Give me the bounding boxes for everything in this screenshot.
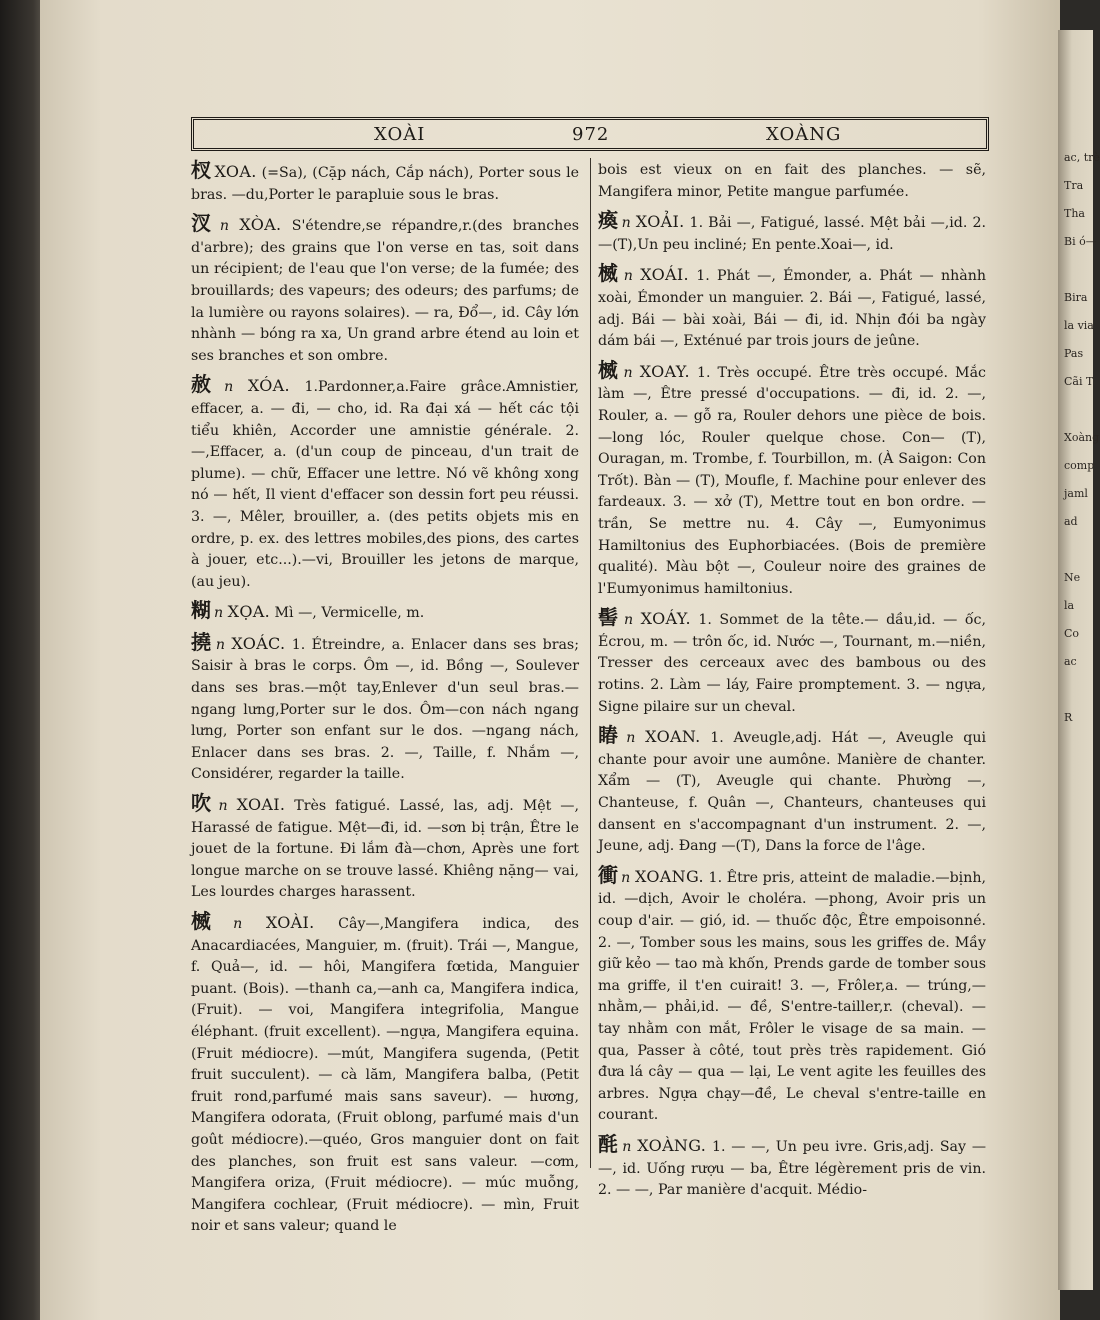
headword-character: 楲 bbox=[598, 357, 621, 382]
part-of-speech: n bbox=[622, 1138, 632, 1155]
part-of-speech: n bbox=[626, 730, 636, 747]
part-of-speech: n bbox=[623, 364, 633, 381]
dictionary-entry bbox=[191, 213, 579, 367]
dictionary-entry bbox=[191, 160, 579, 206]
entry-definition: 1. Très occupé. Être très occupé. Mắc làm —, Être pressé d'occupations. — đi, id. 2. —, Rouler, a. — gỗ ra, Rouler dehors une pièce de bois.—long lóc, Rouler quelque chose. Con— (T), Ouragan, m. Trombe, f. Tourbillon, m. (À Saigon: Con Trốt). Bàn — (T), Moufle, f. Machine pour enlever des fardeaux. 3. — xở (T), Mettre tout en bon ordre. — trần, Se mettre nu. 4. Cây —, Eumyonimus Hamiltonius des Euphorbiacées. (Bois de première qualité). Màu bột —, Couleur noire des graines de l'Eumyonimus hamiltonius. bbox=[598, 364, 986, 597]
headword-lemma: XOAY. bbox=[639, 361, 690, 381]
header-left-guide-word: XOÀI bbox=[374, 124, 426, 145]
next-page-fragment: comp bbox=[1064, 459, 1095, 472]
next-page-fragment: la via bbox=[1064, 319, 1094, 332]
dictionary-entry bbox=[598, 357, 986, 601]
headword-lemma: XOÁI. bbox=[640, 265, 689, 285]
next-page-fragment: Bi ó— bbox=[1064, 235, 1097, 248]
headword-character: 吹 bbox=[191, 791, 216, 816]
headword-lemma: XOAN. bbox=[645, 727, 701, 747]
headword-character: 酕 bbox=[598, 1131, 620, 1156]
headword-character: 睶 bbox=[598, 723, 624, 748]
headword-lemma: XOAI. bbox=[236, 795, 286, 815]
entry-definition: 1. Aveugle,adj. Hát —, Aveugle qui chante pour avoir une aumône. Manière de chanter. Xẩm — (T), Aveugle qui chante. Phường —, Chanteuse, f. Quân —, Chanteurs, chanteuses qui dansent en s'accompagnant d'un instrument. 2. —, Jeune, adj. Đang —(T), Dans la force de l'âge. bbox=[598, 730, 987, 855]
headword-lemma: XOA. bbox=[214, 162, 257, 181]
next-page-fragment: la bbox=[1064, 599, 1075, 612]
page-number: 972 bbox=[572, 124, 610, 145]
entry-definition: 1. Bải —, Fatigué, lassé. Mệt bải —,id. 2.—(T),Un peu incliné; En pente.Xoai—, id. bbox=[598, 215, 987, 253]
part-of-speech: n bbox=[621, 215, 631, 232]
entry-definition: 1. — —, Un peu ivre. Gris,adj. Say — —, id. Uống rượu — ba, Être légèrement pris de vin. 2. — —, Par manière d'acquit. Médio- bbox=[598, 1138, 987, 1199]
next-page-fragment: Bira bbox=[1064, 291, 1088, 304]
part-of-speech: n bbox=[621, 869, 631, 886]
part-of-speech: n bbox=[624, 612, 634, 629]
headword-lemma: XỌA. bbox=[227, 602, 271, 622]
headword-lemma: XÒA. bbox=[239, 215, 282, 235]
entry-definition: 1.Pardonner,a.Faire grâce.Amnistier, effacer, a. — đi, — cho, id. Ra đại xá — hết các tội tiểu khiên, Accorder une amnistie générale. 2.—,Effacer, a. (d'un coup de pinceau, d'un trait de plume). — chữ, Effacer une lettre. Nó vẽ không xong nó — hết, Il vient d'effacer son dessin fort peu réussi. 3. —, Mêler, brouiller, a. (des petits objets mis en ordre, p. ex. des lettres mobiles,des pions, des cartes à jouer, etc...).—vi, Brouiller les jetons de marque, (au jeu). bbox=[191, 379, 579, 590]
dictionary-entry bbox=[191, 793, 579, 904]
dictionary-entry bbox=[598, 862, 986, 1127]
headword-character: 汊 bbox=[191, 211, 217, 236]
next-page-fragment: Xoàng bbox=[1064, 431, 1100, 444]
next-page-fragment: Ne bbox=[1064, 571, 1081, 584]
next-page-fragments bbox=[1058, 150, 1100, 726]
part-of-speech: n bbox=[214, 605, 224, 622]
headword-character: 糊 bbox=[191, 598, 211, 623]
headword-character: 楲 bbox=[598, 261, 621, 286]
headword-lemma: XOÁY. bbox=[640, 609, 691, 629]
dictionary-entry bbox=[598, 1131, 987, 1202]
next-page-fragment: R bbox=[1064, 711, 1073, 724]
page-header bbox=[191, 117, 989, 151]
continuation-text: bois est vieux on en fait des planches. — sẽ, Mangifera minor, Petite mangue parfumée. bbox=[598, 162, 986, 200]
entry-definition: Cây—,Mangifera indica, des Anacardiacées, Manguier, m. (fruit). Trái —, Mangue, f. Quả—, id. — hôi, Mangifera fœtida, Manguier puant. (Bois). —thanh ca,—anh ca, Mangifera indica, (Fruit). — voi, Mangifera integrifolia, Mangue éléphant. (fruit excellent). —ngựa, Mangifera equina. (Fruit médiocre). —mút, Mangifera sugenda, (Petit fruit succulent). — cà lăm, Mangifera balba, (Petit fruit rond,parfumé mais sans saveur). — hương, Mangifera odorata, (Fruit oblong, parfumé mais d'un goût médiocre).—quéo, Gros manguier dont on fait des planches, son fruit est sans valeur. —cơm, Mangifera oriza, (Fruit médiocre). — múc muỗng, Mangifera cochlear, (Fruit médiocre). — mìn, Fruit noir et sans valeur; quand le bbox=[191, 916, 579, 1235]
entry-definition: 1. Étreindre, a. Enlacer dans ses bras; Saisir à bras le corps. Ôm —, id. Bồng —, Soulever dans ses bras.—một tay,Enlever d'un seul bras.—ngang lưng,Porter sur le dos. Ôm—con nách ngang lưng, Porter son enfant sur le dos. —ngang nách, Enlacer dans ses bras. 2. —, Taille, f. Nhắm —, Considérer, regarder la taille. bbox=[191, 636, 579, 783]
entry-definition: 1. Être pris, atteint de maladie.—bịnh, id. —dịch, Avoir le choléra. —phong, Avoir pris un coup d'air. — gió, id. — thuốc độc, Être empoisonné. 2. —, Tomber sous les mains, sous les griffes de. Mầy giữ kẻo — tao mà khốn, Prends garde de tomber sous ma griffe, il t'en cuirait! 3. —, Frôler,a. — trúng,—nhằm,— phải,id. — đề, S'entre-tailler,r. (cheval). — tay nhằm con mắt, Frôler le visage de sa main. — qua, Passer à côté, tout près très rapidement. Gió đưa lá cây — qua — lại, Le vent agite les feuilles des arbres. Ngựa chạy—đề, Le cheval s'entre-taille en courant. bbox=[598, 869, 986, 1124]
header-right-guide-word: XOÀNG bbox=[766, 124, 842, 145]
next-page-fragment: Tha bbox=[1064, 207, 1085, 220]
headword-lemma: XOẢI. bbox=[635, 212, 685, 232]
next-page-fragment: ac bbox=[1064, 655, 1077, 668]
headword-character: 杈 bbox=[191, 158, 212, 182]
dictionary-entry bbox=[598, 263, 986, 352]
part-of-speech: n bbox=[215, 636, 225, 653]
next-page-fragment: Cãi T bbox=[1064, 375, 1094, 388]
headword-character: 衝 bbox=[598, 862, 619, 887]
dictionary-entry bbox=[191, 629, 579, 786]
dictionary-entry bbox=[598, 725, 986, 858]
headword-lemma: XOÁC. bbox=[231, 633, 286, 653]
dictionary-entry bbox=[191, 911, 579, 1238]
headword-character: 楲 bbox=[191, 909, 231, 933]
part-of-speech: n bbox=[623, 268, 633, 285]
entry-definition: Mì —, Vermicelle, m. bbox=[274, 605, 425, 622]
right-column bbox=[598, 160, 987, 1199]
dictionary-entry bbox=[191, 374, 579, 593]
headword-character: 髻 bbox=[598, 605, 621, 630]
headword-character: 撓 bbox=[191, 629, 213, 654]
part-of-speech: n bbox=[224, 379, 234, 396]
part-of-speech: n bbox=[219, 218, 229, 235]
entry-definition: 1. Sommet de la tête.— dầu,id. — ốc, Écrou, m. — trôn ốc, id. Nước —, Tournant, m.—niền, Tresser des cerceaux avec des bambous ou des rotins. 2. Làm — láy, Faire promptement. 3. — ngựa, Signe pilaire sur un cheval. bbox=[598, 612, 986, 715]
entry-definition: (=Sa), (Cặp nách, Cắp nách), Porter sous le bras. —du,Porter le parapluie sous le bras. bbox=[191, 165, 579, 203]
part-of-speech: n bbox=[218, 798, 228, 815]
headword-character: 瘓 bbox=[598, 208, 619, 233]
dictionary-entry bbox=[191, 600, 579, 625]
next-page-fragment: Tra bbox=[1064, 179, 1084, 192]
next-page-fragment: Co bbox=[1064, 627, 1080, 640]
headword-lemma: XOANG. bbox=[634, 866, 704, 886]
headword-lemma: XOÀNG. bbox=[637, 1135, 707, 1155]
part-of-speech: n bbox=[233, 916, 243, 932]
next-page-fragment: ac, trè bbox=[1064, 151, 1100, 164]
next-page-fragment: jaml bbox=[1064, 487, 1088, 500]
next-page-fragment: Pas bbox=[1064, 347, 1084, 360]
headword-lemma: XOÀI. bbox=[265, 913, 315, 932]
dictionary-entry bbox=[598, 210, 986, 256]
dictionary-entry bbox=[598, 607, 986, 718]
headword-character: 赦 bbox=[191, 372, 222, 397]
entry-definition: 1. Phát —, Émonder, a. Phát — nhành xoài, Émonder un manguier. 2. Bái —, Fatigué, lassé, adj. Bái — bài xoài, Bái — đi, id. Nhịn đói ba ngày dám bái —, Exténué par trois jours de jeûne. bbox=[598, 268, 987, 350]
headword-lemma: XÓA. bbox=[247, 376, 290, 396]
entry-definition: S'étendre,se répandre,r.(des branches d'arbre); des grains que l'on verse en tas, soit dans un récipient; de l'eau que l'on verse; de la fumée; des brouillards; des vapeurs; des odeurs; des parfums; de la lumière ou rayons solaires). — ra, Đổ—, id. Cây lớn nhành — bóng ra xa, Un grand arbre étend au loin et ses branches et son ombre. bbox=[191, 218, 580, 364]
next-page-fragment: ad bbox=[1064, 515, 1078, 528]
left-column bbox=[191, 158, 580, 1235]
column-divider bbox=[590, 158, 591, 1168]
next-page-edge bbox=[1058, 30, 1100, 1290]
entry-definition: Très fatigué. Lassé, las, adj. Mệt —, Harassé de fatigue. Mệt—đi, id. —sơn bị trận, Être le jouet de la fortune. Đi lắm đà—chơn, Après une fort longue marche on se trouve lassé. Khiêng nặng— vai, Les lourdes charges harassent. bbox=[191, 798, 580, 901]
